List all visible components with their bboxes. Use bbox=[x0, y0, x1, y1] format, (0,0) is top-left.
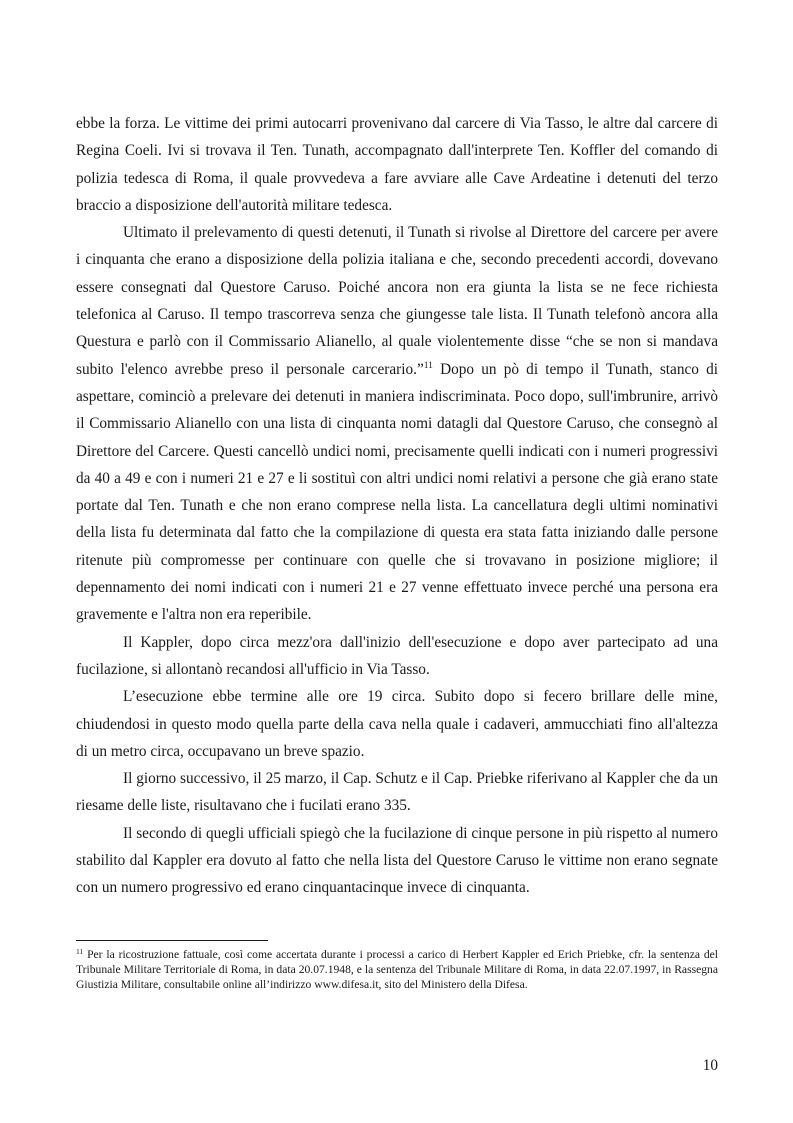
footnote-number: 11 bbox=[76, 947, 84, 956]
paragraph-3: Il Kappler, dopo circa mezz'ora dall'inizio dell'esecuzione e dopo aver partecipato ad una fucilazione, si allontanò recandosi all'ufficio in Via Tasso. bbox=[76, 633, 718, 678]
footnote-reference[interactable]: 11 bbox=[423, 360, 433, 371]
paragraph-2-part-a: Ultimato il prelevamento di questi detenuti, il Tunath si rivolse al Direttore del carcere per avere i cinquanta che erano a disposizione della polizia italiana e che, secondo precedenti accordi, dovevano essere consegnati dal Questore Caruso. Poiché ancora non era giunta la lista se ne fece richiesta telefonica al Caruso. Il tempo trascorreva senza che giungesse tale lista. Il Tunath telefonò ancora alla Questura e parlò con il Commissario Alianello, al quale violentemente disse “che se non si mandava subito l'elenco avrebbe preso il personale carcerario.” bbox=[76, 224, 718, 378]
paragraph-6: Il secondo di quegli ufficiali spiegò che la fucilazione di cinque persone in più rispetto al numero stabilito dal Kappler era dovuto al fatto che nella lista del Questore Caruso le vittime non erano segnate con un numero progressivo ed erano cinquantacinque invece di cinquanta. bbox=[76, 824, 718, 897]
footnote-text: Per la ricostruzione fattuale, così come accertata durante i processi a carico di Herbert Kappler ed Erich Priebke, cfr. la sentenza del Tribunale Militare Territoriale di Roma, in data 20.07.1948, e la sentenza del Tribunale Militare di Roma, in data 22.07.1997, in Rassegna Giustizia Militare, consultabile online all’indirizzo www.difesa.it, sito del Ministero della Difesa. bbox=[76, 948, 718, 992]
footnote bbox=[76, 947, 718, 993]
paragraph-4: L’esecuzione ebbe termine alle ore 19 circa. Subito dopo si fecero brillare delle mine, chiudendosi in questo modo quella parte della cava nella quale i cadaveri, ammucchiati fino all'altezza di un metro circa, occupavano un breve spazio. bbox=[76, 688, 718, 760]
page-number: 10 bbox=[702, 1057, 718, 1074]
paragraph-1: ebbe la forza. Le vittime dei primi autocarri provenivano dal carcere di Via Tasso, le altre dal carcere di Regina Coeli. Ivi si trovava il Ten. Tunath, accompagnato dall'interprete Ten. Koffler del comando di polizia tedesca di Roma, il quale provvedeva a fare avviare alle Cave Ardeatine i detenuti del terzo braccio a disposizione dell'autorità militare tedesca. bbox=[76, 115, 718, 214]
page-body bbox=[76, 110, 718, 902]
paragraph-5: Il giorno successivo, il 25 marzo, il Cap. Schutz e il Cap. Priebke riferivano al Kappler che da un riesame delle liste, risultavano che i fucilati erano 335. bbox=[76, 770, 718, 815]
footnote-separator bbox=[76, 940, 268, 941]
paragraph-2-part-b: Dopo un pò di tempo il Tunath, stanco di aspettare, cominciò a prelevare dei detenuti in maniera indiscriminata. Poco dopo, sull'imbrunire, arrivò il Commissario Alianello con una lista di cinquanta nomi datagli dal Questore Caruso, che consegnò al Direttore del Carcere. Questi cancellò undici nomi, precisamente quelli indicati con i numeri progressivi da 40 a 49 e con i numeri 21 e 27 e li sostituì con altri undici nomi relativi a persone che già erano state portate dal Ten. Tunath e che non erano comprese nella lista. La cancellatura degli ultimi nominativi della lista fu determinata dal fatto che la compilazione di questa era stata fatta iniziando dalle persone ritenute più compromesse per continuare con quelle che si trovavano in posizione migliore; il depennamento dei nomi indicati con i numeri 21 e 27 venne effettuato invece perché una persona era gravemente e l'altra non era reperibile. bbox=[76, 360, 718, 624]
paragraph-2 bbox=[76, 219, 718, 628]
